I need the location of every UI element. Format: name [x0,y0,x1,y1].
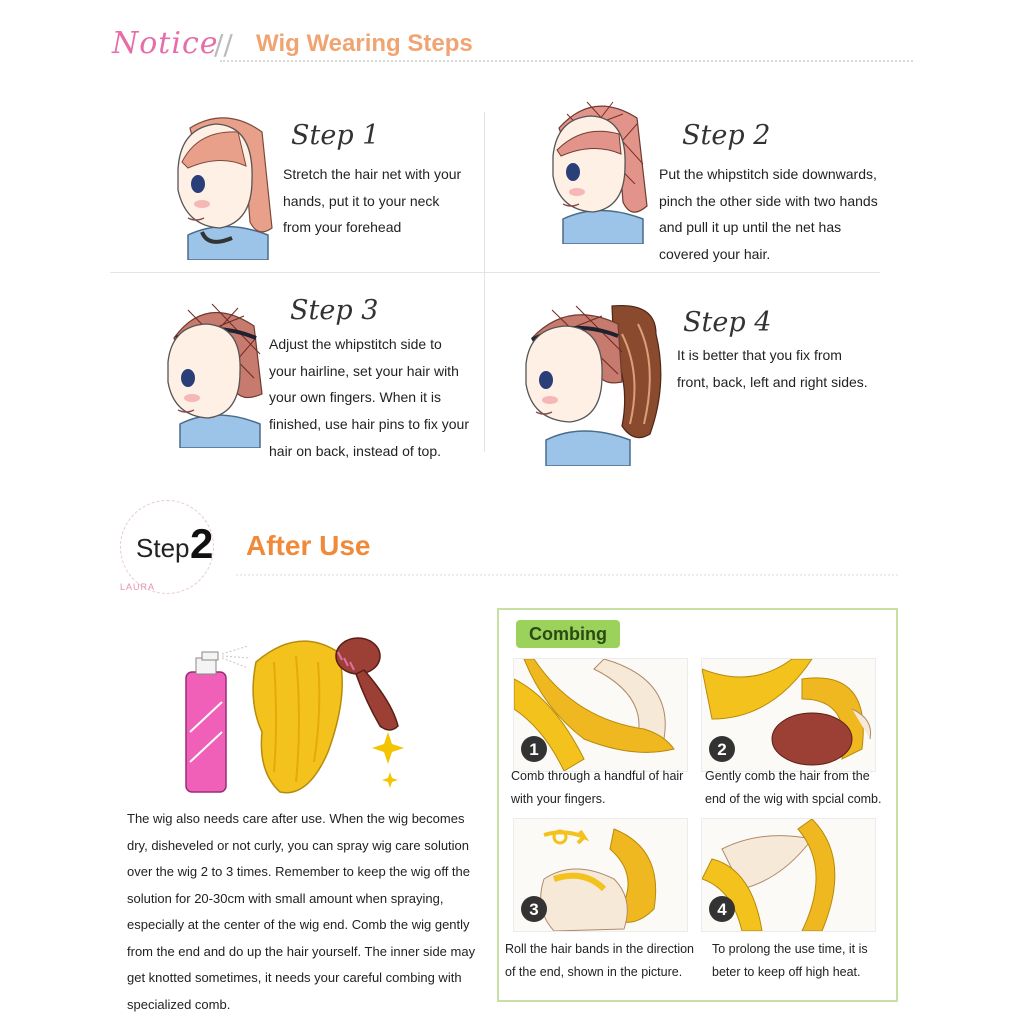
comb-on-hair-end-illustration [702,659,875,771]
after-use-title: After Use [246,530,371,561]
step2-badge-word: Step [136,533,190,563]
step2-instructions [659,161,878,268]
after-use-paragraph [127,806,487,1018]
caption-line: of the end, shown in the picture. [505,965,683,979]
step-number-3: 3 [529,900,539,919]
step1-title: Step 1 [291,120,380,151]
combing-step2-caption [705,765,881,811]
step4-title: Step 4 [683,307,772,338]
paragraph-line: specialized comb. [127,996,231,1012]
step2-line: Put the whipstitch side downwards, [659,166,877,182]
step3-line: finished, use hair pins to fix your [269,416,469,433]
girl-wig-ponytail-step4-illustration [518,294,670,466]
brand-stamp: LAURA [120,582,156,592]
combing-badge: Combing [516,620,620,648]
step3-line: Adjust the whipstitch side to [269,336,442,352]
girl-hairnet-step3-illustration [158,298,270,448]
step3-instructions [269,331,469,465]
step3-line: your own fingers. When it is [269,389,441,406]
combing-step2-image [701,658,876,772]
paragraph-line: especially at the center of the wig end. Comb the wig gently [127,917,470,932]
step2-line: pinch the other side with two hands [659,192,878,209]
step3-title: Step 3 [290,295,379,326]
paragraph-line: over the wig 2 to 3 times. Remember to keep the wig off the [127,864,470,879]
page-title: Wig Wearing Steps [256,30,473,57]
step-number-1: 1 [529,740,539,759]
steps-divider-vertical [484,112,485,452]
step4-line: front, back, left and right sides. [677,373,868,390]
step2-title: Step 2 [682,120,771,151]
step3-line: hair on back, instead of top. [269,442,441,459]
paragraph-line: The wig also needs care after use. When the wig becomes [127,811,465,826]
step1-line: Stretch the hair net with your [283,166,462,182]
combing-step4-caption [712,938,868,984]
combing-step3-caption [505,938,694,984]
step4-line: It is better that you fix from [677,347,842,363]
girl-hairnet-step2-illustration [543,94,655,244]
roll-hair-bands-illustration [514,819,687,931]
paragraph-line: from the end and do up the hair yourself. The inner side may [127,943,476,959]
step-number-4: 4 [717,900,727,919]
combing-step3-image [513,818,688,932]
after-use-divider [236,574,898,576]
step1-instructions [283,161,461,241]
step2-line: and pull it up until the net has [659,219,842,236]
caption-line: beter to keep off high heat. [712,965,861,979]
notice-slash: // [214,28,233,61]
paragraph-line: dry, disheveled or not curly, you can spray wig care solution [127,837,470,853]
hands-holding-hair-illustration [702,819,875,931]
caption-line: Gently comb the hair from the [705,769,870,783]
girl-hairnet-step1-illustration [168,110,280,260]
header-divider [220,60,913,62]
caption-line: Roll the hair bands in the direction [505,942,695,956]
step2-badge-number: 2 [190,520,214,567]
step3-line: your hairline, set your hair with [269,362,459,379]
step1-line: from your forehead [283,219,402,236]
caption-line: Comb through a handful of hair [511,769,684,783]
combing-step1-image [513,658,688,772]
combing-step4-image [701,818,876,932]
hand-fingers-through-hair-illustration [514,659,687,771]
step4-instructions [677,342,868,395]
caption-line: end of the wig with spcial comb. [705,792,882,806]
combing-step1-caption [511,765,683,811]
step-number-2: 2 [717,740,727,759]
step2-line: covered your hair. [659,246,771,263]
step1-line: hands, put it to your neck [283,192,440,209]
notice-script-label: Notice [112,26,219,61]
paragraph-line: solution for 20-30cm with small amount when spraying, [127,890,444,906]
spray-wig-comb-illustration [178,622,438,800]
caption-line: with your fingers. [511,792,606,806]
paragraph-line: get knotted sometimes, it needs your careful combing with [127,970,462,985]
caption-line: To prolong the use time, it is [712,942,868,956]
steps-divider-horizontal [110,272,880,273]
